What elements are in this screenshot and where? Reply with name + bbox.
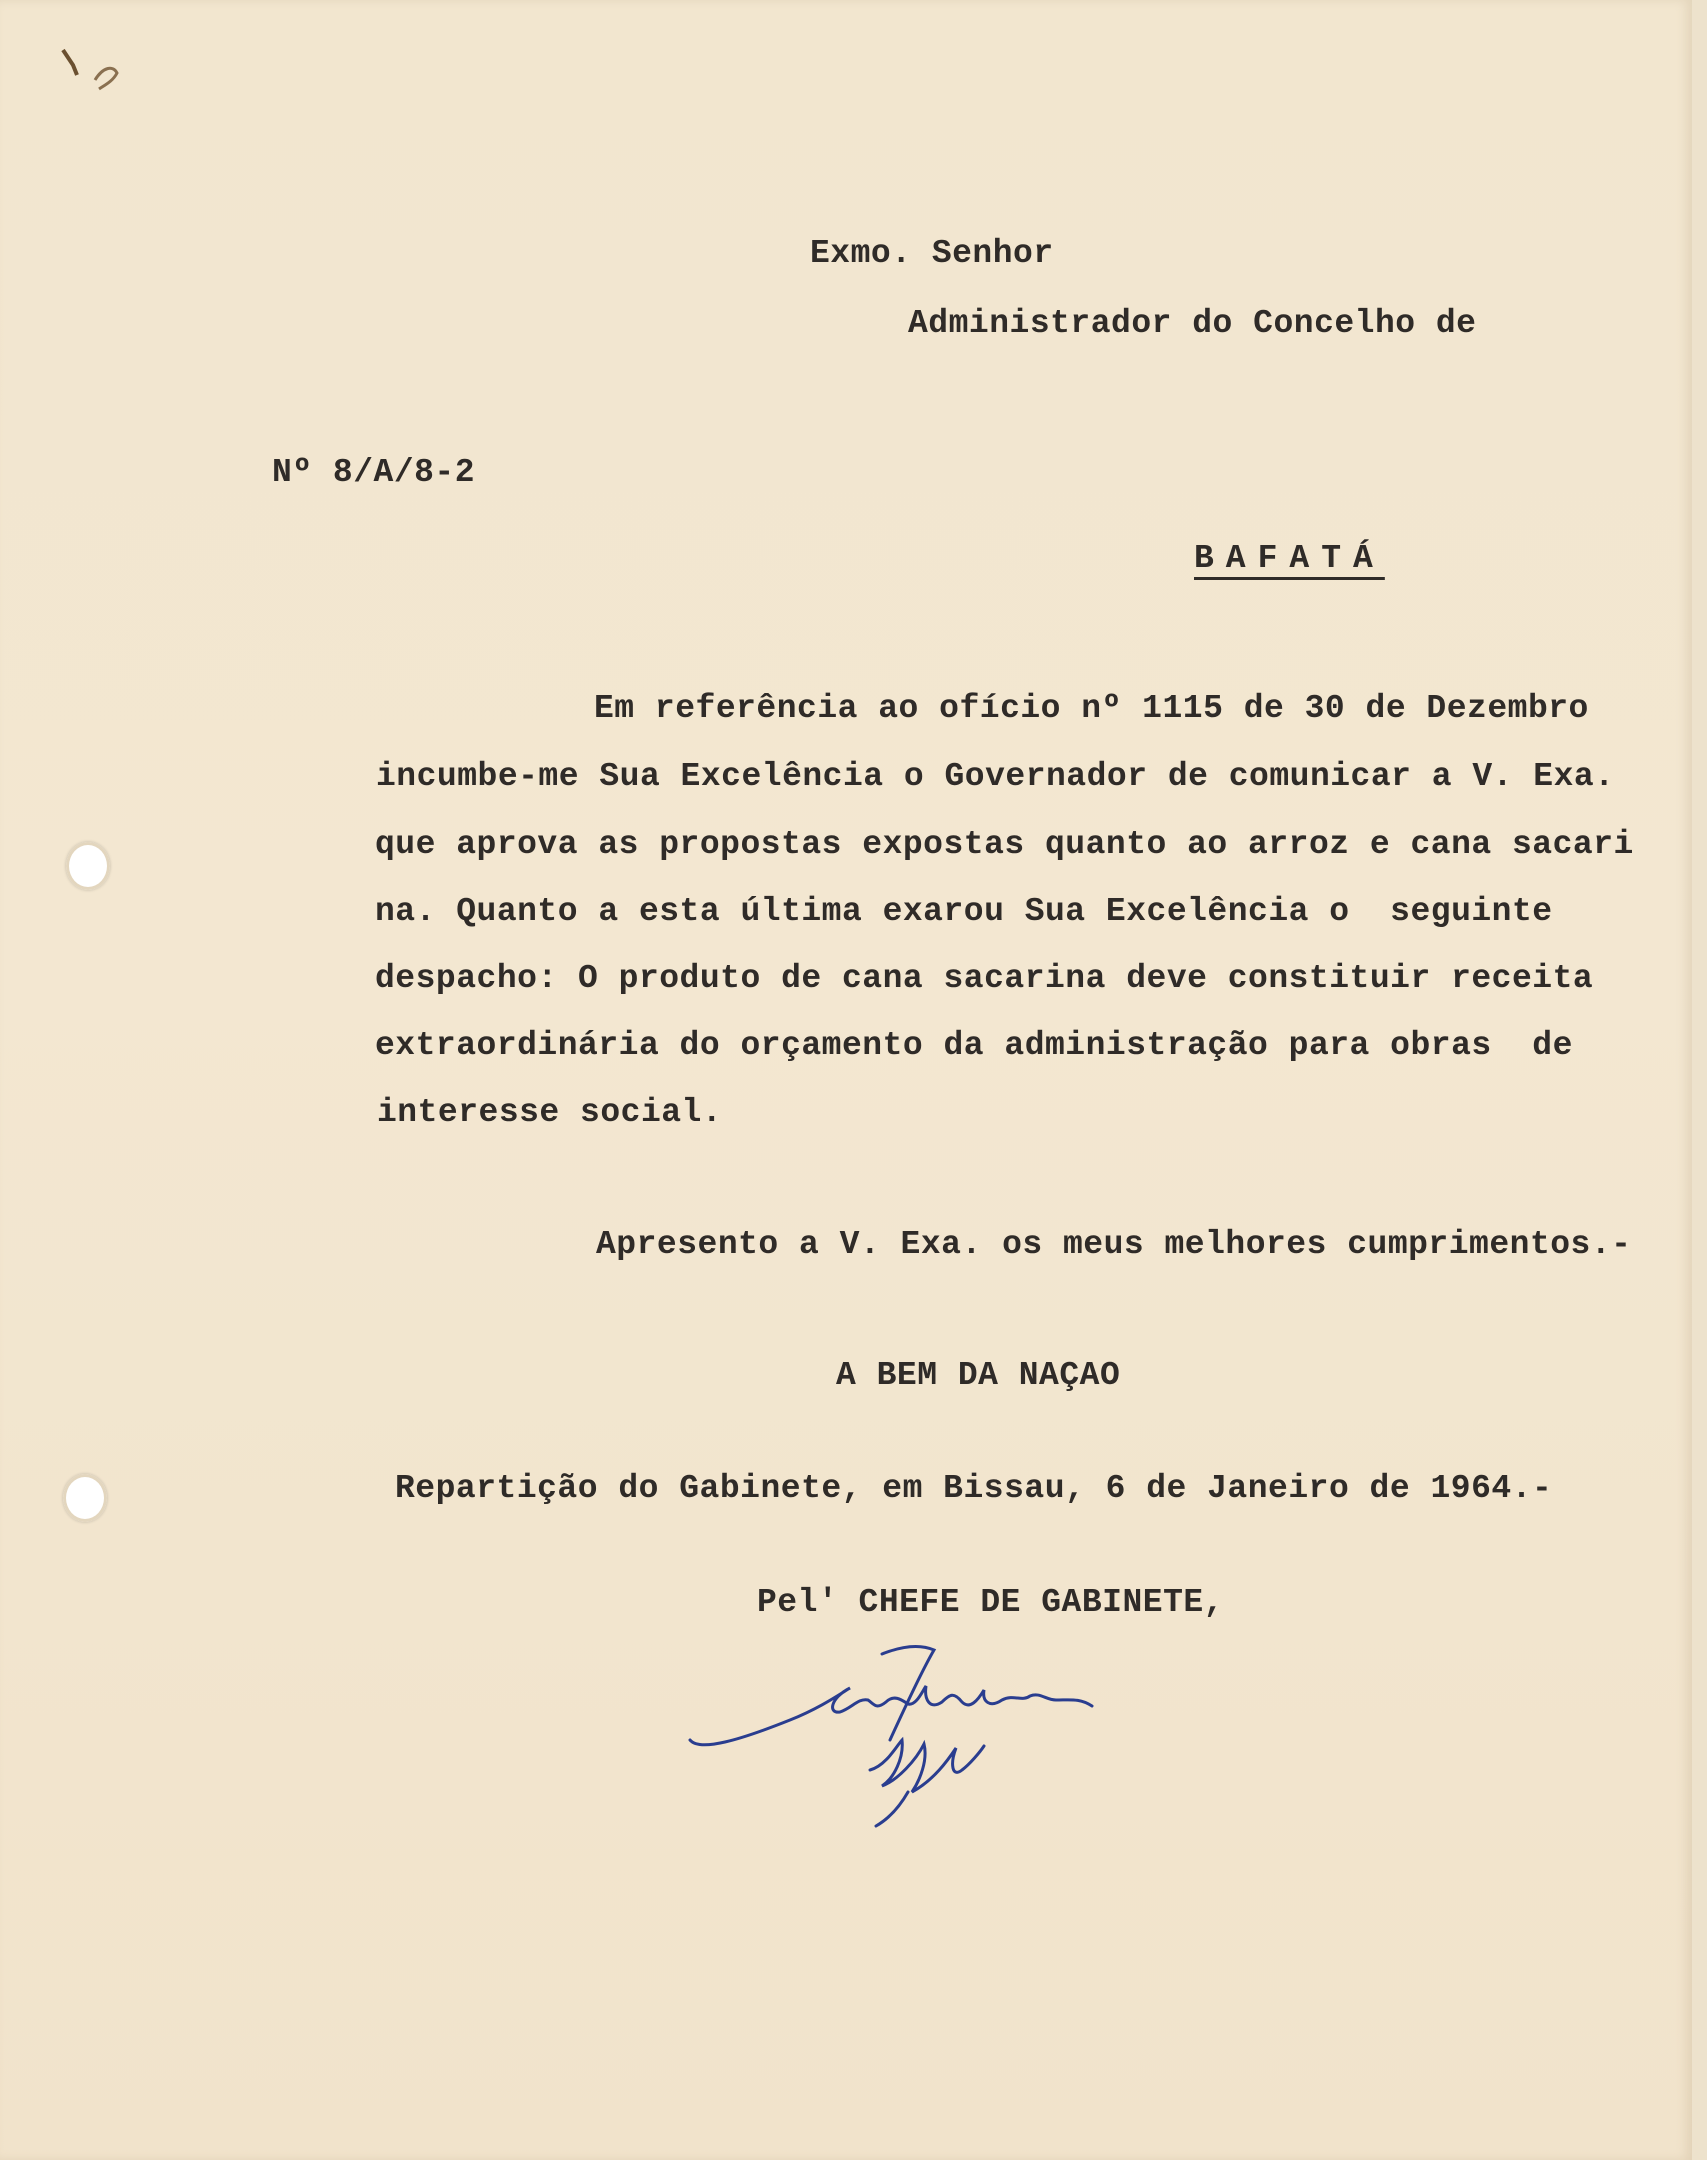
body-line-4: na. Quanto a esta última exarou Sua Excelência o seguinte bbox=[375, 893, 1553, 930]
addressee: Administrador do Concelho de bbox=[908, 305, 1477, 342]
corner-stain-mark bbox=[55, 45, 145, 125]
body-line-2: incumbe-me Sua Excelência o Governador de comunicar a V. Exa. bbox=[376, 758, 1615, 795]
dateline: Repartição do Gabinete, em Bissau, 6 de Janeiro de 1964.- bbox=[395, 1470, 1553, 1507]
place-name: BAFATÁ bbox=[1194, 540, 1385, 577]
body-line-7: interesse social. bbox=[377, 1094, 723, 1131]
signatory-title: Pel' CHEFE DE GABINETE, bbox=[757, 1584, 1224, 1621]
closing-line: Apresento a V. Exa. os meus melhores cumprimentos.- bbox=[596, 1226, 1632, 1263]
body-line-6: extraordinária do orçamento da administração para obras de bbox=[375, 1027, 1573, 1064]
body-line-1: Em referência ao ofício nº 1115 de 30 de Dezembro bbox=[594, 690, 1589, 727]
salutation: Exmo. Senhor bbox=[810, 235, 1054, 272]
paper-edge bbox=[1692, 0, 1707, 2160]
body-line-5: despacho: O produto de cana sacarina deve constituir receita bbox=[375, 960, 1594, 997]
handwritten-signature bbox=[680, 1640, 1200, 1840]
reference-number: Nº 8/A/8-2 bbox=[272, 454, 476, 491]
punch-hole-bottom bbox=[63, 1474, 107, 1522]
punch-hole-top bbox=[66, 842, 110, 890]
body-line-3: que aprova as propostas expostas quanto ao arroz e cana sacari bbox=[375, 826, 1634, 863]
motto: A BEM DA NAÇAO bbox=[836, 1357, 1121, 1394]
